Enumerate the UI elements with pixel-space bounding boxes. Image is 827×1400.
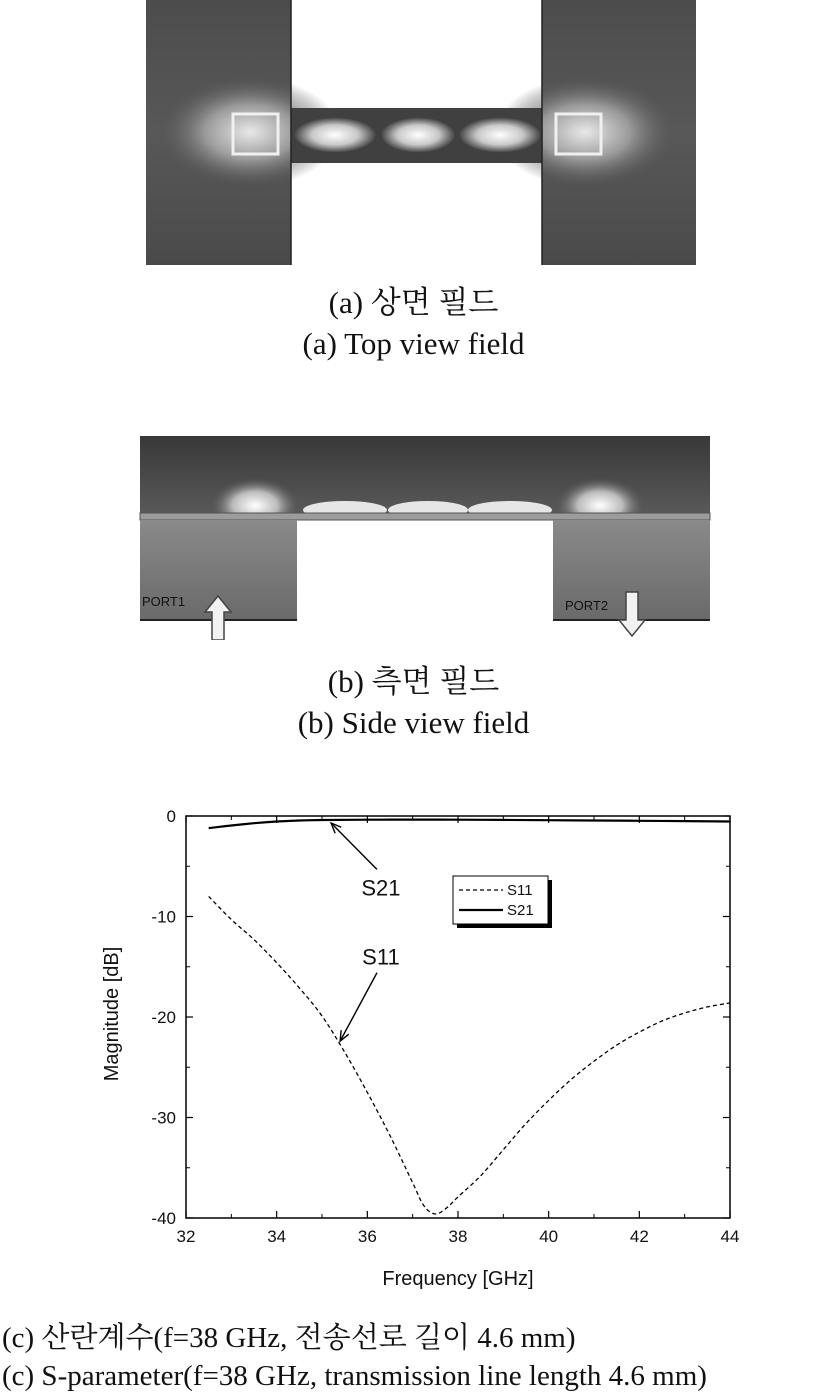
y-tick-label: 0 <box>166 807 176 826</box>
annotation-arrow-s11 <box>340 973 377 1041</box>
caption-a-korean: (a) 상면 필드 <box>328 285 499 320</box>
s-parameter-chart <box>0 790 827 1310</box>
x-tick-label: 32 <box>176 1227 196 1246</box>
field-lobe-3 <box>458 117 542 153</box>
y-tick-label: -30 <box>151 1108 176 1128</box>
port1-label: PORT1 <box>142 594 186 609</box>
legend-label-s21: S21 <box>507 902 534 919</box>
x-tick-label: 40 <box>539 1227 559 1246</box>
y-tick-label: -20 <box>151 1008 176 1027</box>
caption-c-english: (c) S-parameter(f=38 GHz, transmission line length 4.6 mm) <box>2 1360 707 1392</box>
field-lobe-2 <box>380 117 456 153</box>
field-lobe-1 <box>293 117 377 153</box>
y-tick-label: -40 <box>151 1209 176 1228</box>
legend-label-s11: S11 <box>507 882 533 899</box>
line-strip <box>140 513 710 520</box>
legend-box <box>453 876 548 924</box>
annotation-label-s11: S11 <box>362 944 400 970</box>
caption-b-english: (b) Side view field <box>297 705 530 740</box>
y-axis-label: Magnitude [dB] <box>101 946 123 1082</box>
annotation-arrow-s21 <box>331 823 377 869</box>
x-axis-label: Frequency [GHz] <box>382 1268 534 1290</box>
caption-b-korean: (b) 측면 필드 <box>327 664 500 699</box>
top-view-field-image <box>0 0 827 275</box>
x-tick-label: 34 <box>267 1227 287 1246</box>
series-line-s11 <box>209 896 730 1214</box>
side-view-field-image <box>0 430 827 640</box>
series-line-s21 <box>209 820 730 829</box>
annotation-label-s21: S21 <box>361 875 401 901</box>
y-tick-label: -10 <box>151 907 176 927</box>
caption-a-english: (a) Top view field <box>302 326 525 361</box>
x-tick-label: 38 <box>448 1227 468 1246</box>
x-tick-label: 36 <box>357 1227 377 1246</box>
x-tick-label: 42 <box>629 1227 649 1246</box>
x-tick-label: 44 <box>720 1227 740 1246</box>
caption-c-korean: (c) 산란계수(f=38 GHz, 전송선로 길이 4.6 mm) <box>2 1322 576 1354</box>
port2-label: PORT2 <box>565 598 609 613</box>
